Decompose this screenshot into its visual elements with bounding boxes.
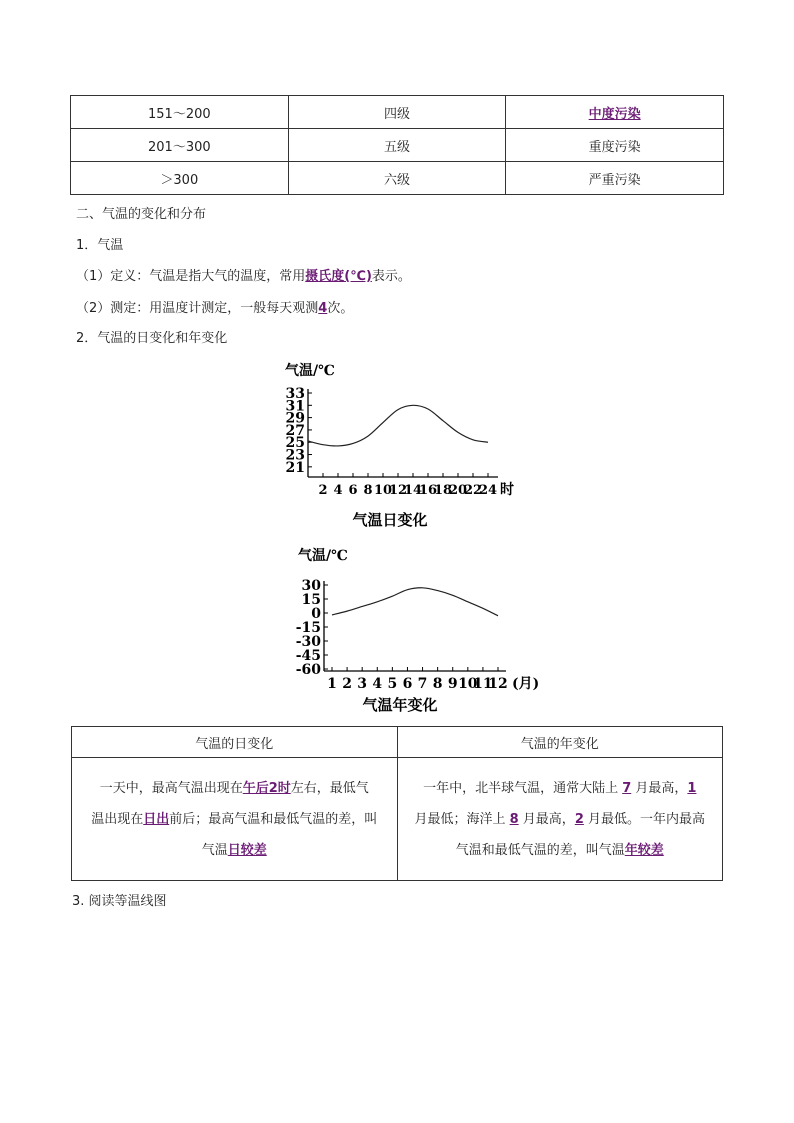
daily-text: 温出现在: [91, 811, 144, 827]
daily-text: 一天中，最高气温出现在: [99, 780, 243, 796]
definition-answer: 摄氏度(℃): [305, 269, 372, 284]
y-tick-label: 25: [285, 435, 305, 452]
x-tick-label: 4: [333, 483, 343, 498]
x-tick-label: 22: [463, 483, 483, 498]
x-tick-label: 3: [357, 676, 368, 692]
aqi-level-cell: 六级: [288, 162, 506, 195]
annual-text: 一年中，北半球气温，通常大陆上: [423, 780, 623, 796]
y-axis-label: 气温/℃: [285, 363, 335, 379]
aqi-range-cell: ＞300: [71, 162, 289, 195]
aqi-table: [70, 95, 724, 195]
measurement-text: （2）测定：用温度计测定，一般每天观测: [76, 301, 319, 316]
chart-title: 气温日变化: [352, 511, 428, 529]
annual-text: 月最低；海洋上: [414, 811, 510, 827]
annual-text: 月最低。一年内最高: [583, 811, 705, 827]
x-tick-label: 7: [417, 676, 428, 692]
y-axis-label: 气温/℃: [298, 548, 348, 564]
daily-cell: [72, 758, 398, 881]
aqi-level-cell: 四级: [288, 96, 506, 129]
daily-temperature-chart: [270, 355, 550, 535]
aqi-row: [71, 162, 724, 195]
x-tick-label: 4: [372, 676, 383, 692]
aqi-status-cell: 中度污染: [506, 96, 724, 129]
aqi-row: [71, 129, 724, 162]
daily-text: 气温: [201, 842, 228, 858]
x-tick-label: 16: [418, 483, 438, 498]
x-tick-label: 2: [318, 483, 328, 498]
daily-text: 前后；最高气温和最低气温的差，叫: [169, 811, 378, 827]
x-tick-label: 12: [488, 676, 508, 692]
x-tick-label: 6: [402, 676, 413, 692]
aqi-range-cell: 151～200: [71, 96, 289, 129]
y-tick-label: -15: [295, 620, 321, 636]
y-tick-label: 0: [311, 606, 321, 622]
annual-text: 月最高，: [631, 780, 688, 796]
x-tick-label: 18: [433, 483, 453, 498]
definition-suffix: 表示。: [371, 269, 411, 284]
aqi-row: [71, 96, 724, 129]
measurement-answer: 4: [318, 301, 328, 316]
y-tick-label: 15: [301, 592, 321, 608]
y-tick-label: -45: [295, 648, 321, 664]
y-tick-label: 33: [285, 386, 305, 402]
x-tick-label: 5: [387, 676, 398, 692]
annual-answer-range: 年较差: [624, 842, 664, 858]
section-heading: 二、气温的变化和分布: [76, 207, 207, 222]
annual-header: 气温的年变化: [397, 727, 723, 758]
x-tick-label: 6: [348, 483, 358, 498]
annual-cell: [397, 758, 723, 881]
y-tick-label: 27: [285, 422, 305, 439]
x-tick-label: 14: [403, 483, 423, 498]
x-tick-label: 9: [447, 676, 458, 692]
x-tick-label: 8: [363, 483, 373, 498]
aqi-level-cell: 五级: [288, 129, 506, 162]
annual-answer-sea-min: 2: [574, 811, 584, 827]
aqi-range-cell: 201～300: [71, 129, 289, 162]
y-tick-label: -60: [295, 662, 321, 678]
x-tick-label: 10: [458, 676, 478, 692]
annual-temperature-chart: [270, 540, 560, 720]
y-tick-label: 29: [285, 410, 305, 427]
chart-title: 气温年变化: [362, 696, 438, 714]
item3-title: 3. 阅读等温线图: [72, 894, 167, 909]
annual-text: 气温和最低气温的差，叫气温: [455, 842, 625, 858]
aqi-status-cell: 严重污染: [506, 162, 724, 195]
series-line: [332, 588, 498, 616]
comparison-table: [71, 726, 723, 881]
x-tick-label: 8: [432, 676, 443, 692]
annual-answer-land-min: 1: [687, 780, 697, 796]
measurement-line: [76, 297, 353, 316]
definition-text: （1）定义：气温是指大气的温度，常用: [76, 269, 306, 284]
annual-answer-land-max: 7: [622, 780, 632, 796]
daily-answer-range: 日较差: [227, 842, 267, 858]
item1-title: 1．气温: [76, 238, 124, 253]
x-axis-label: (月): [512, 676, 540, 692]
daily-header: 气温的日变化: [72, 727, 398, 758]
x-tick-label: 20: [448, 483, 468, 498]
x-tick-label: 1: [327, 676, 337, 692]
daily-text: 左右，最低气: [290, 780, 369, 796]
daily-answer-max: 午后2时: [242, 780, 291, 796]
aqi-status-cell: 重度污染: [506, 129, 724, 162]
annual-answer-sea-max: 8: [509, 811, 519, 827]
x-tick-label: 11: [473, 676, 493, 692]
daily-answer-min: 日出: [143, 811, 170, 827]
x-tick-label: 10: [373, 483, 393, 498]
y-tick-label: 23: [285, 447, 305, 464]
definition-line: [76, 265, 411, 284]
y-tick-label: -30: [295, 634, 321, 650]
annual-text: 月最高，: [518, 811, 575, 827]
x-tick-label: 2: [342, 676, 352, 692]
measurement-suffix: 次。: [327, 301, 354, 316]
y-tick-label: 30: [301, 578, 321, 594]
x-axis-label: 时: [500, 482, 514, 498]
y-tick-label: 21: [285, 459, 305, 476]
y-tick-label: 31: [285, 398, 305, 415]
item2-title: 2．气温的日变化和年变化: [76, 331, 228, 346]
x-tick-label: 12: [388, 483, 408, 498]
x-tick-label: 24: [478, 483, 498, 498]
series-line: [308, 405, 488, 446]
